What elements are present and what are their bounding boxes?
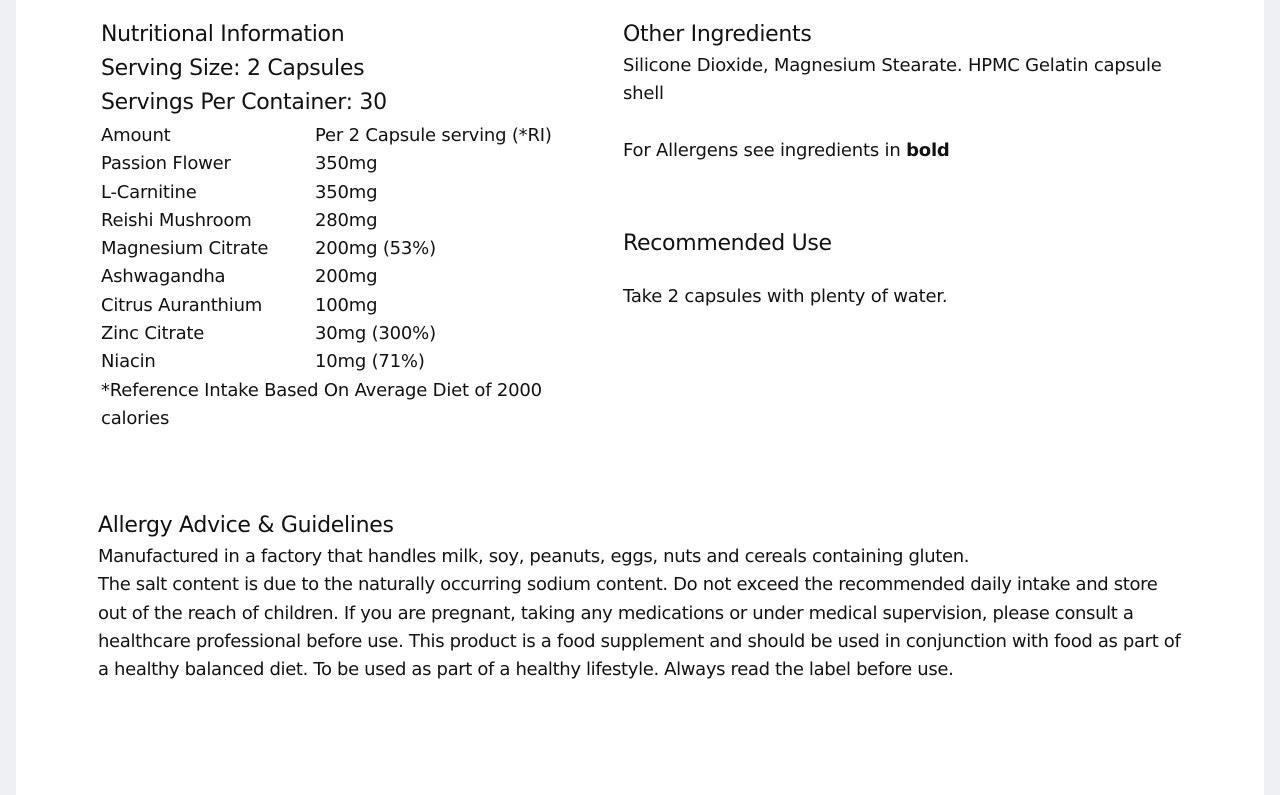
ingredient-name: Niacin [101, 351, 156, 373]
nutrition-table [101, 122, 601, 377]
recommended-use-title: Recommended Use [623, 230, 832, 256]
ingredient-name: Reishi Mushroom [101, 209, 252, 231]
ingredient-name: Magnesium Citrate [101, 238, 269, 260]
table-row [101, 348, 601, 376]
servings-per-container: Servings Per Container: 30 [101, 90, 387, 115]
ingredient-amount: 280mg [315, 209, 378, 231]
table-row [101, 292, 601, 320]
table-row [101, 263, 601, 291]
ingredient-amount: 200mg [315, 266, 378, 288]
ingredient-amount: 10mg (71%) [315, 351, 425, 373]
table-row [101, 179, 601, 207]
serving-size: Serving Size: 2 Capsules [101, 56, 365, 81]
allergen-note-text: For Allergens see ingredients in [623, 139, 907, 161]
allergy-advice-guidelines: The salt content is due to the naturally occurring sodium content. Do not exceed the recommended daily intake and store out of the reach of children. If you are pregnant, taking any medications or under medical supervision, please consult a healthcare professional before use. This product is a food supplement and should be used in conjunction with food as part of a healthy balanced diet. To be used as part of a healthy lifestyle. Always read the label before use. [98, 574, 1181, 681]
column-header-serving: Per 2 Capsule serving (*RI) [315, 125, 552, 146]
other-ingredients-title: Other Ingredients [623, 22, 812, 47]
other-ingredients-text: Silicone Dioxide, Magnesium Stearate. HPMC Gelatin capsule shell [623, 55, 1162, 105]
ingredient-amount: 30mg (300%) [315, 323, 436, 345]
allergy-advice-section [98, 509, 1188, 684]
ingredient-name: Passion Flower [101, 153, 231, 175]
table-row [101, 235, 601, 263]
table-row [101, 150, 601, 178]
nutrition-section [101, 18, 601, 433]
ingredients-section [623, 18, 1183, 311]
nutrition-title: Nutritional Information [101, 22, 345, 47]
allergy-advice-factory-line: Manufactured in a factory that handles milk, soy, peanuts, eggs, nuts and cereals containing gluten. [98, 546, 970, 567]
ingredient-name: L-Carnitine [101, 181, 197, 203]
ingredient-amount: 350mg [315, 153, 378, 175]
table-row [101, 320, 601, 348]
nutrition-table-header [101, 122, 601, 150]
recommended-use-text: Take 2 capsules with plenty of water. [623, 285, 948, 307]
allergen-note-bold: bold [906, 139, 950, 161]
reference-intake-footnote: *Reference Intake Based On Average Diet of 2000 calories [101, 379, 542, 429]
ingredient-amount: 100mg [315, 294, 378, 316]
allergen-note [623, 137, 1183, 165]
ingredient-amount: 350mg [315, 181, 378, 203]
ingredient-name: Zinc Citrate [101, 323, 205, 345]
table-row [101, 207, 601, 235]
column-header-amount: Amount [101, 125, 171, 146]
ingredient-name: Ashwagandha [101, 266, 226, 288]
ingredient-amount: 200mg (53%) [315, 238, 436, 260]
allergy-advice-title: Allergy Advice & Guidelines [98, 513, 394, 538]
ingredient-name: Citrus Auranthium [101, 294, 263, 316]
